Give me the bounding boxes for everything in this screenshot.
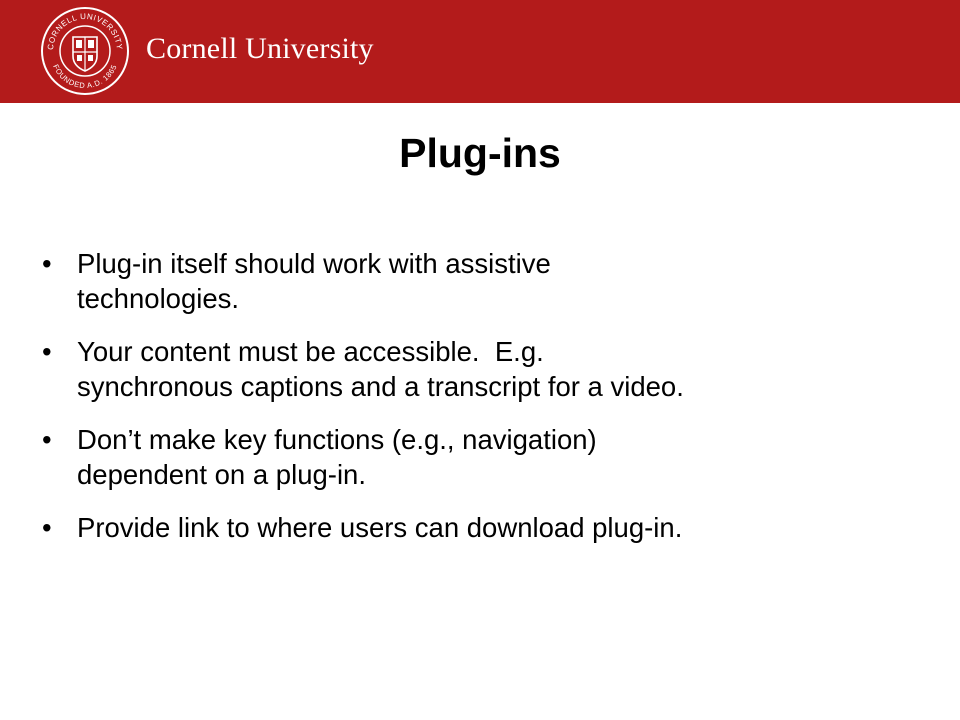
svg-text:CORNELL UNIVERSITY: CORNELL UNIVERSITY	[45, 11, 125, 51]
bullet-item	[42, 334, 922, 404]
header-bar	[0, 0, 960, 103]
bullet-dot: •	[42, 512, 52, 543]
cornell-seal-logo	[40, 6, 130, 96]
bullet-dot: •	[42, 248, 52, 279]
bullet-text-line: Plug-in itself should work with assistive	[77, 248, 551, 279]
bullet-dot: •	[42, 336, 52, 367]
bullet-text-line: Don’t make key functions (e.g., navigation)	[77, 424, 597, 455]
cornell-wordmark: Cornell University	[146, 32, 374, 65]
bullet-text-line: synchronous captions and a transcript for a video.	[77, 371, 684, 402]
bullet-item	[42, 246, 922, 316]
bullet-text-line: Your content must be accessible. E.g.	[77, 336, 544, 367]
slide-title: Plug-ins	[399, 130, 561, 176]
bullet-text-line: technologies.	[77, 283, 240, 314]
svg-text:FOUNDED A.D. 1865: FOUNDED A.D. 1865	[51, 62, 119, 91]
bullet-item	[42, 510, 922, 545]
bullet-item	[42, 422, 922, 492]
bullet-text-line: Provide link to where users can download plug-in.	[77, 512, 683, 543]
bullet-dot: •	[42, 424, 52, 455]
bullet-list	[42, 246, 922, 563]
bullet-text-line: dependent on a plug-in.	[77, 459, 366, 490]
